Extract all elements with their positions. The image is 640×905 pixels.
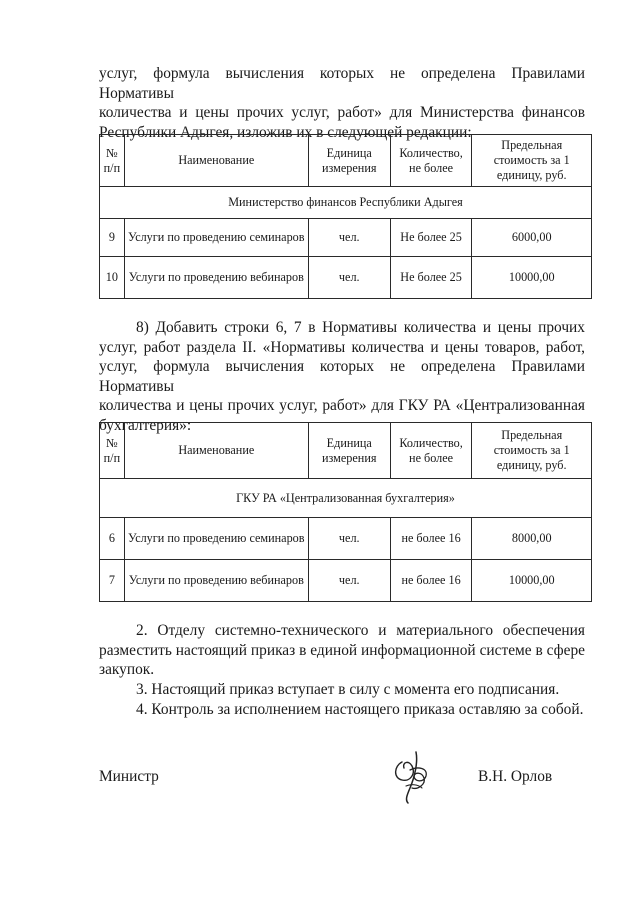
table-group-row [100,187,592,219]
table-header-row [100,135,592,187]
header-num: № п/п [100,423,125,479]
cell-num: 6 [100,518,125,560]
cell-qty: Не более 25 [390,219,472,257]
norms-table-accounting [99,422,592,602]
point-3-text: 3. Настоящий приказ вступает в силу с момента его подписания. [136,681,560,698]
header-price: Предельная стоимость за 1 единицу, руб. [472,423,592,479]
table-group-row [100,479,592,518]
intro-line-2: количества и цены прочих услуг, работ» для Министерства финансов [99,104,585,122]
intro-line-1: услуг, формула вычисления которых не определена Правилами Нормативы [99,65,585,102]
cell-name: Услуги по проведению семинаров [124,219,308,257]
group-title: Министерство финансов Республики Адыгея [100,187,592,219]
cell-unit: чел. [308,257,390,299]
table-header-row [100,423,592,479]
table-row [100,257,592,299]
header-price: Предельная стоимость за 1 единицу, руб. [472,135,592,187]
cell-name: Услуги по проведению семинаров [124,518,308,560]
point-8-line-3: услуг, формула вычисления которых не определена Правилами Нормативы [99,358,585,395]
cell-price: 10000,00 [472,257,592,299]
point-2-paragraph [99,621,585,680]
cell-name: Услуги по проведению вебинаров [124,560,308,602]
cell-name: Услуги по проведению вебинаров [124,257,308,299]
cell-qty: не более 16 [390,518,472,560]
cell-num: 10 [100,257,125,299]
cell-qty: не более 16 [390,560,472,602]
point-2-line-3: закупок. [99,661,155,679]
table-row [100,219,592,257]
point-2-line-2: разместить настоящий приказ в единой информационной системе в сфере [99,641,585,659]
cell-num: 7 [100,560,125,602]
point-8-line-1: 8) Добавить строки 6, 7 в Нормативы количества и цены прочих [136,319,585,336]
header-unit: Единица измерения [308,423,390,479]
header-name: Наименование [124,423,308,479]
point-3-paragraph [99,680,585,700]
norms-table-ministry [99,134,592,299]
point-8-line-4: количества и цены прочих услуг, работ» для ГКУ РА «Централизованная [99,397,585,415]
group-title: ГКУ РА «Централизованная бухгалтерия» [100,479,592,518]
point-8-line-2: услуг, работ раздела II. «Нормативы количества и цены товаров, работ, [99,338,585,356]
point-4-paragraph [99,700,585,720]
point-2-line-1: 2. Отделу системно-технического и материального обеспечения [136,622,585,639]
point-4-text: 4. Контроль за исполнением настоящего приказа оставляю за собой. [136,701,584,718]
cell-unit: чел. [308,219,390,257]
table-row [100,560,592,602]
cell-unit: чел. [308,518,390,560]
cell-price: 10000,00 [472,560,592,602]
cell-qty: Не более 25 [390,257,472,299]
header-qty: Количество, не более [390,135,472,187]
table-row [100,518,592,560]
cell-num: 9 [100,219,125,257]
cell-price: 6000,00 [472,219,592,257]
signatory-name: В.Н. Орлов [478,768,553,785]
header-qty: Количество, не более [390,423,472,479]
cell-unit: чел. [308,560,390,602]
handwritten-signature [388,748,440,806]
intro-paragraph [99,64,585,142]
signatory-title: Министр [99,768,159,785]
header-num: № п/п [100,135,125,187]
intro-line-3: Республики Адыгея, изложив их в следующей редакции: [99,123,472,141]
point-8-paragraph [99,318,585,436]
cell-price: 8000,00 [472,518,592,560]
point-8-line-5: бухгалтерия»: [99,416,192,434]
header-unit: Единица измерения [308,135,390,187]
header-name: Наименование [124,135,308,187]
